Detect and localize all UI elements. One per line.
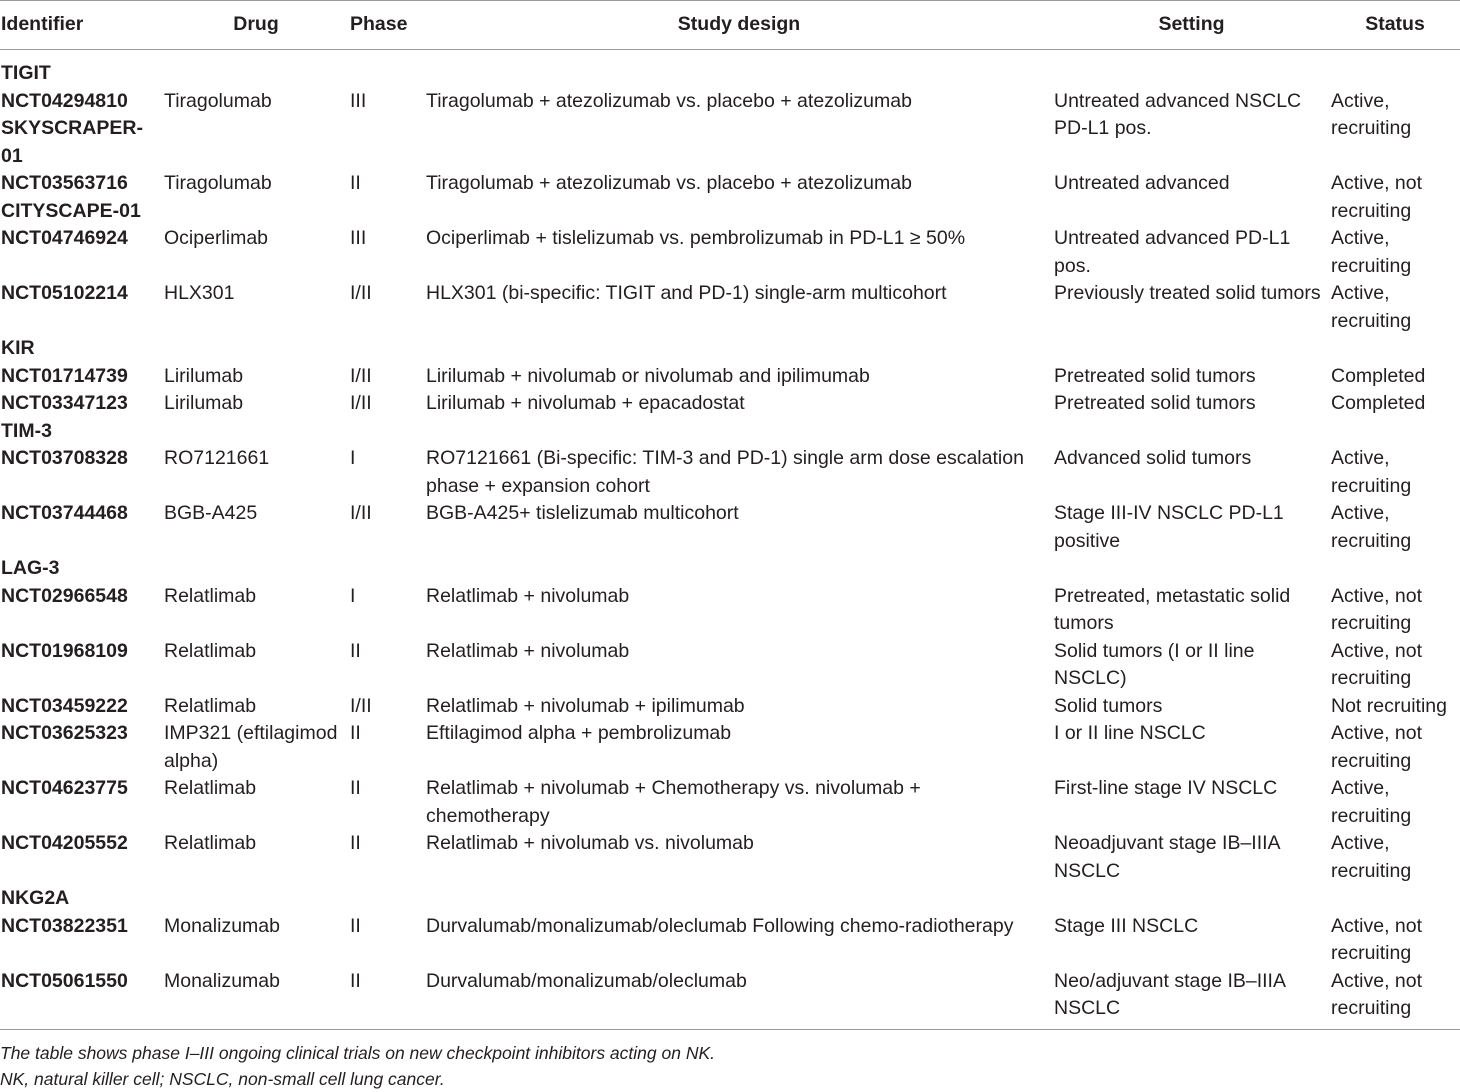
cell-drug: Relatlimab — [164, 639, 257, 662]
cell-drug: Tiragolumab — [164, 172, 272, 194]
cell-setting: Neo/adjuvant stage IB–IIIA NSCLC — [1054, 969, 1285, 1019]
cell-phase: III — [350, 89, 367, 112]
cell-status: Active, recruiting — [1331, 227, 1412, 277]
table-row — [0, 583, 1460, 638]
cell-identifier — [0, 638, 163, 693]
cell-setting: Stage III-IV NSCLC PD-L1 positive — [1054, 502, 1284, 552]
cell-setting: Neoadjuvant stage IB–IIIA NSCLC — [1054, 832, 1280, 882]
cell-drug: Lirilumab — [164, 392, 244, 414]
cell-identifier — [0, 830, 163, 885]
table-body — [0, 50, 1460, 1030]
cell-drug: BGB-A425 — [164, 502, 258, 524]
cell-identifier — [0, 720, 163, 775]
group-label: TIM-3 — [1, 419, 52, 442]
cell-drug: Relatlimab — [164, 777, 257, 799]
header-phase: Phase — [350, 13, 408, 36]
cell-identifier — [0, 693, 163, 721]
cell-drug: RO7121661 — [164, 447, 270, 469]
table-row — [0, 720, 1460, 775]
identifier-line: NCT04746924 — [1, 227, 128, 249]
cell-setting: Untreated advanced — [1054, 172, 1230, 194]
cell-study-design: Tiragolumab + atezolizumab vs. placebo + atezolizumab — [426, 172, 912, 194]
group-row — [0, 885, 1460, 913]
cell-study-design: Durvalumab/monalizumab/oleclumab Following chemo-radiotherapy — [426, 914, 1014, 937]
cell-phase: II — [350, 639, 361, 662]
cell-study-design: Relatlimab + nivolumab + Chemotherapy vs. nivolumab + chemotherapy — [426, 777, 921, 827]
header-setting: Setting — [1158, 13, 1225, 36]
cell-drug: Relatlimab — [164, 694, 257, 717]
table-row — [0, 968, 1460, 1030]
header-identifier: Identifier — [1, 13, 84, 36]
cell-study-design: Relatlimab + nivolumab vs. nivolumab — [426, 832, 754, 854]
cell-identifier — [0, 390, 163, 418]
cell-phase: II — [350, 914, 361, 937]
identifier-line: SKYSCRAPER- — [1, 117, 143, 139]
group-label: LAG-3 — [1, 557, 60, 579]
cell-phase: II — [350, 172, 361, 194]
cell-setting: Stage III NSCLC — [1054, 914, 1199, 937]
cell-setting: Solid tumors (I or II line NSCLC) — [1054, 639, 1255, 689]
cell-setting: Pretreated, metastatic solid tumors — [1054, 584, 1291, 634]
table-footnotes — [0, 1040, 1460, 1092]
identifier-line: NCT04205552 — [1, 832, 128, 854]
identifier-line: NCT03459222 — [1, 694, 128, 717]
identifier-line: NCT01714739 — [1, 364, 128, 387]
cell-status: Active, not recruiting — [1331, 639, 1423, 689]
cell-phase: I/II — [350, 502, 372, 524]
table-row — [0, 363, 1460, 391]
header-drug: Drug — [233, 13, 279, 36]
cell-status: Active, not recruiting — [1331, 722, 1423, 772]
table-header — [0, 1, 1460, 50]
table-row — [0, 693, 1460, 721]
cell-identifier — [0, 968, 163, 1030]
header-study-design: Study design — [677, 13, 801, 36]
cell-drug: Relatlimab — [164, 832, 257, 854]
cell-setting: First-line stage IV NSCLC — [1054, 777, 1278, 799]
cell-identifier — [0, 775, 163, 830]
group-label: NKG2A — [1, 887, 70, 909]
identifier-line: NCT03822351 — [1, 914, 128, 937]
identifier-line: NCT04294810 — [1, 89, 128, 112]
cell-phase: II — [350, 722, 361, 744]
cell-status: Active, not recruiting — [1331, 584, 1423, 634]
cell-status: Active, not recruiting — [1331, 172, 1423, 222]
cell-identifier — [0, 225, 163, 280]
cell-status: Active, recruiting — [1331, 282, 1412, 332]
cell-identifier — [0, 913, 163, 968]
cell-study-design: Relatlimab + nivolumab — [426, 639, 630, 662]
cell-study-design: HLX301 (bi-specific: TIGIT and PD-1) single-arm multicohort — [426, 282, 947, 304]
footnote-abbreviations: NK, natural killer cell; NSCLC, non-small cell lung cancer. — [0, 1069, 445, 1089]
cell-phase: III — [350, 227, 367, 249]
cell-phase: I/II — [350, 364, 372, 387]
table-row — [0, 913, 1460, 968]
group-label: KIR — [1, 337, 35, 359]
cell-setting: Untreated advanced PD-L1 pos. — [1054, 227, 1291, 277]
group-label: TIGIT — [1, 62, 51, 84]
cell-study-design: Durvalumab/monalizumab/oleclumab — [426, 969, 747, 992]
cell-study-design: Ociperlimab + tislelizumab vs. pembrolizumab in PD-L1 ≥ 50% — [426, 227, 966, 249]
identifier-line: NCT03347123 — [1, 392, 128, 414]
header-row — [0, 1, 1460, 50]
group-row — [0, 335, 1460, 363]
table-row — [0, 500, 1460, 555]
group-row — [0, 50, 1460, 88]
identifier-line: NCT03744468 — [1, 502, 128, 524]
cell-identifier — [0, 170, 163, 225]
cell-status: Active, recruiting — [1331, 447, 1412, 497]
table-row — [0, 88, 1460, 171]
cell-study-design: Relatlimab + nivolumab — [426, 584, 630, 607]
cell-status: Active, recruiting — [1331, 777, 1412, 827]
table-row — [0, 775, 1460, 830]
cell-setting: Untreated advanced NSCLC PD-L1 pos. — [1054, 89, 1302, 139]
table-row — [0, 225, 1460, 280]
cell-phase: I/II — [350, 392, 372, 414]
identifier-line: NCT05102214 — [1, 282, 128, 304]
cell-phase: I — [350, 447, 356, 469]
table-row — [0, 170, 1460, 225]
group-row — [0, 555, 1460, 583]
footnote-description: The table shows phase I–III ongoing clinical trials on new checkpoint inhibitors acting on NK. — [0, 1043, 715, 1063]
group-row — [0, 418, 1460, 446]
cell-setting: I or II line NSCLC — [1054, 722, 1206, 744]
cell-study-design: Tiragolumab + atezolizumab vs. placebo + atezolizumab — [426, 89, 912, 112]
identifier-line: NCT03708328 — [1, 447, 128, 469]
cell-status: Active, not recruiting — [1331, 969, 1423, 1019]
identifier-line: NCT01968109 — [1, 639, 128, 662]
cell-drug: HLX301 — [164, 282, 235, 304]
cell-phase: II — [350, 832, 361, 854]
identifier-line: NCT05061550 — [1, 969, 128, 992]
identifier-line: 01 — [1, 144, 23, 167]
table-row — [0, 830, 1460, 885]
cell-drug: Monalizumab — [164, 969, 280, 992]
cell-study-design: RO7121661 (Bi-specific: TIM-3 and PD-1) single arm dose escalation phase + expansion cohort — [426, 447, 1024, 497]
cell-drug: Ociperlimab — [164, 227, 269, 249]
header-status: Status — [1365, 13, 1425, 36]
cell-drug: Relatlimab — [164, 584, 257, 607]
cell-setting: Advanced solid tumors — [1054, 447, 1252, 469]
identifier-line: CITYSCAPE-01 — [1, 199, 141, 222]
cell-drug: Lirilumab — [164, 364, 244, 387]
table-row — [0, 638, 1460, 693]
table-row — [0, 390, 1460, 418]
cell-study-design: Lirilumab + nivolumab or nivolumab and ipilimumab — [426, 364, 870, 387]
identifier-line: NCT02966548 — [1, 584, 128, 607]
cell-status: Active, recruiting — [1331, 89, 1412, 139]
cell-identifier — [0, 583, 163, 638]
cell-study-design: Lirilumab + nivolumab + epacadostat — [426, 392, 745, 414]
cell-status: Active, recruiting — [1331, 832, 1412, 882]
cell-phase: I/II — [350, 694, 372, 717]
table-row — [0, 280, 1460, 335]
identifier-line: NCT03563716 — [1, 172, 128, 194]
cell-identifier — [0, 280, 163, 335]
cell-status: Active, recruiting — [1331, 502, 1412, 552]
cell-phase: I/II — [350, 282, 372, 304]
cell-setting: Pretreated solid tumors — [1054, 392, 1256, 414]
cell-identifier — [0, 363, 163, 391]
cell-drug: IMP321 (eftilagimod alpha) — [164, 722, 338, 772]
cell-study-design: BGB-A425+ tislelizumab multicohort — [426, 502, 739, 524]
cell-identifier — [0, 445, 163, 500]
cell-identifier — [0, 88, 163, 171]
identifier-line: NCT03625323 — [1, 722, 128, 744]
cell-setting: Solid tumors — [1054, 694, 1163, 717]
identifier-line: NCT04623775 — [1, 777, 128, 799]
cell-status: Completed — [1331, 364, 1426, 387]
cell-drug: Tiragolumab — [164, 89, 272, 112]
cell-setting: Previously treated solid tumors — [1054, 282, 1321, 304]
cell-status: Completed — [1331, 392, 1426, 414]
cell-setting: Pretreated solid tumors — [1054, 364, 1256, 387]
cell-phase: I — [350, 584, 356, 607]
cell-drug: Monalizumab — [164, 914, 280, 937]
cell-study-design: Relatlimab + nivolumab + ipilimumab — [426, 694, 745, 717]
table-row — [0, 445, 1460, 500]
cell-study-design: Eftilagimod alpha + pembrolizumab — [426, 722, 732, 744]
cell-phase: II — [350, 969, 361, 992]
cell-identifier — [0, 500, 163, 555]
cell-status: Not recruiting — [1331, 694, 1447, 717]
cell-status: Active, not recruiting — [1331, 914, 1423, 964]
cell-phase: II — [350, 777, 361, 799]
